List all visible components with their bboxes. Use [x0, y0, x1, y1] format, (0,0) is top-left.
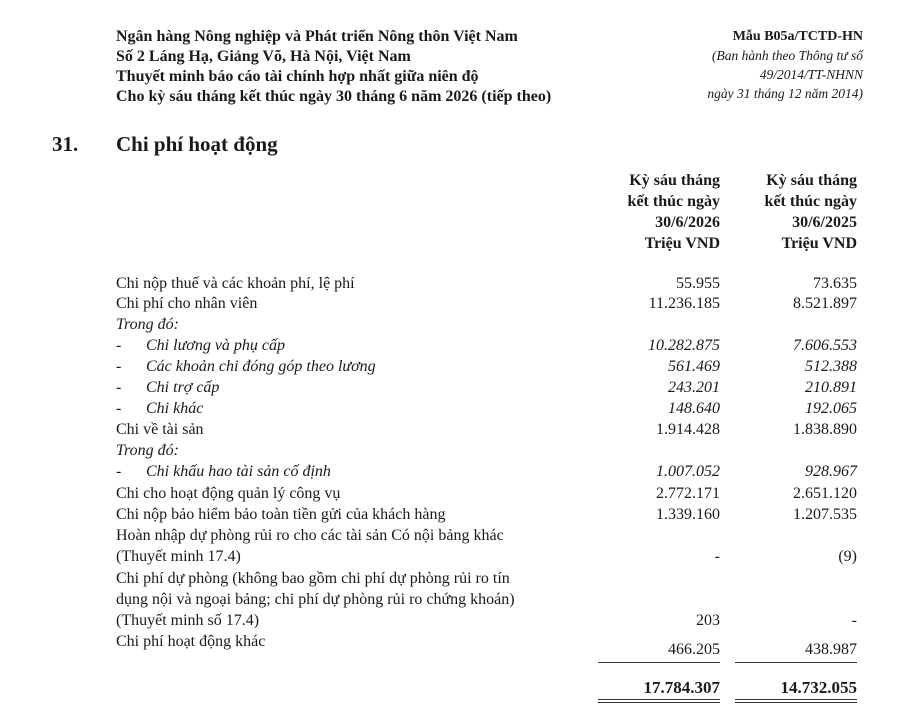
value-2025: 512.388 — [805, 358, 857, 375]
column-header-2025 — [717, 170, 857, 254]
bullet-dash: - — [116, 337, 122, 354]
bullet-dash: - — [116, 400, 122, 417]
value-2025: (9) — [838, 548, 857, 565]
row-label: Chi cho hoạt động quản lý công vụ — [116, 485, 341, 502]
bullet-dash: - — [116, 463, 122, 480]
row-label: Chi khấu hao tài sản cố định — [146, 463, 331, 480]
value-2025: 192.065 — [805, 400, 857, 417]
total-double-rule — [735, 702, 857, 703]
column-header-2026 — [580, 170, 720, 254]
row-label: Các khoản chi đóng góp theo lương — [146, 358, 376, 375]
column-header-unit: Triệu VND — [781, 235, 857, 252]
value-2025: 2.651.120 — [793, 485, 857, 502]
form-note-3: ngày 31 tháng 12 năm 2014) — [707, 86, 863, 101]
row-label: Chi trợ cấp — [146, 379, 220, 396]
value-2026: 1.007.052 — [656, 463, 720, 480]
value-2026: 11.236.185 — [648, 295, 720, 312]
report-period: Cho kỳ sáu tháng kết thúc ngày 30 tháng 6 năm 2026 (tiếp theo) — [116, 88, 552, 105]
row-label: Chi về tài sản — [116, 421, 204, 438]
value-2026: 243.201 — [668, 379, 720, 396]
bank-name: Ngân hàng Nông nghiệp và Phát triển Nông thôn Việt Nam — [116, 28, 518, 45]
total-2026: 17.784.307 — [643, 678, 720, 697]
report-title: Thuyết minh báo cáo tài chính hợp nhất giữa niên độ — [116, 68, 479, 85]
value-2026: 561.469 — [668, 358, 720, 375]
value-2025: 438.987 — [805, 641, 857, 658]
row-label: Chi lương và phụ cấp — [146, 337, 286, 354]
bullet-dash: - — [116, 358, 122, 375]
row-label: Trong đó: — [116, 442, 179, 459]
value-2026: 10.282.875 — [648, 337, 720, 354]
value-2025: - — [851, 612, 857, 629]
form-note-2: 49/2014/TT-NHNN — [759, 67, 863, 82]
column-header-line: kết thúc ngày — [627, 193, 720, 210]
value-2025: 1.838.890 — [793, 421, 857, 438]
company-header — [116, 27, 551, 107]
value-2026: 2.772.171 — [656, 485, 720, 502]
value-2026: - — [714, 548, 720, 565]
row-label: Chi phí dự phòng (không bao gồm chi phí dự phòng rủi ro tín — [116, 570, 510, 587]
subtotal-rule — [598, 662, 720, 663]
value-2025: 928.967 — [805, 463, 857, 480]
value-2026: 148.640 — [668, 400, 720, 417]
bank-address: Số 2 Láng Hạ, Giảng Võ, Hà Nội, Việt Nam — [116, 48, 411, 65]
column-header-unit: Triệu VND — [644, 235, 720, 252]
column-header-date: 30/6/2026 — [655, 214, 720, 231]
value-2025: 73.635 — [813, 275, 857, 292]
value-2026: 55.955 — [676, 275, 720, 292]
form-code: Mẫu B05a/TCTD-HN — [732, 29, 863, 44]
value-2025: 1.207.535 — [793, 506, 857, 523]
row-label: (Thuyết minh số 17.4) — [116, 612, 260, 629]
row-label: Chi phí hoạt động khác — [116, 633, 266, 650]
section-title: Chi phí hoạt động — [116, 132, 278, 156]
value-2025: 210.891 — [805, 379, 857, 396]
column-header-date: 30/6/2025 — [792, 214, 857, 231]
total-2025: 14.732.055 — [780, 678, 857, 697]
column-header-line: Kỳ sáu tháng — [766, 172, 857, 189]
row-label: Trong đó: — [116, 316, 179, 333]
row-label: Hoàn nhập dự phòng rủi ro cho các tài sản Có nội bảng khác — [116, 527, 504, 544]
value-2025: 7.606.553 — [793, 337, 857, 354]
bullet-dash: - — [116, 379, 122, 396]
value-2026: 1.339.160 — [656, 506, 720, 523]
subtotal-rule — [735, 662, 857, 663]
row-label: Chi nộp bảo hiểm bảo toàn tiền gửi của khách hàng — [116, 506, 446, 523]
total-double-rule — [598, 702, 720, 703]
row-label: Chi phí cho nhân viên — [116, 295, 258, 312]
value-2026: 1.914.428 — [656, 421, 720, 438]
total-double-rule — [598, 699, 720, 700]
value-2026: 203 — [696, 612, 720, 629]
total-double-rule — [735, 699, 857, 700]
row-label: (Thuyết minh 17.4) — [116, 548, 241, 565]
column-header-line: kết thúc ngày — [764, 193, 857, 210]
form-reference — [707, 27, 863, 103]
column-header-line: Kỳ sáu tháng — [629, 172, 720, 189]
row-label: dụng nội và ngoại bảng; chi phí dự phòng rủi ro chứng khoán) — [116, 591, 515, 608]
section-number: 31. — [52, 132, 79, 156]
row-label: Chi khác — [146, 400, 204, 417]
value-2025: 8.521.897 — [793, 295, 857, 312]
value-2026: 466.205 — [668, 641, 720, 658]
form-note-1: (Ban hành theo Thông tư số — [712, 48, 863, 63]
row-label: Chi nộp thuế và các khoản phí, lệ phí — [116, 275, 355, 292]
